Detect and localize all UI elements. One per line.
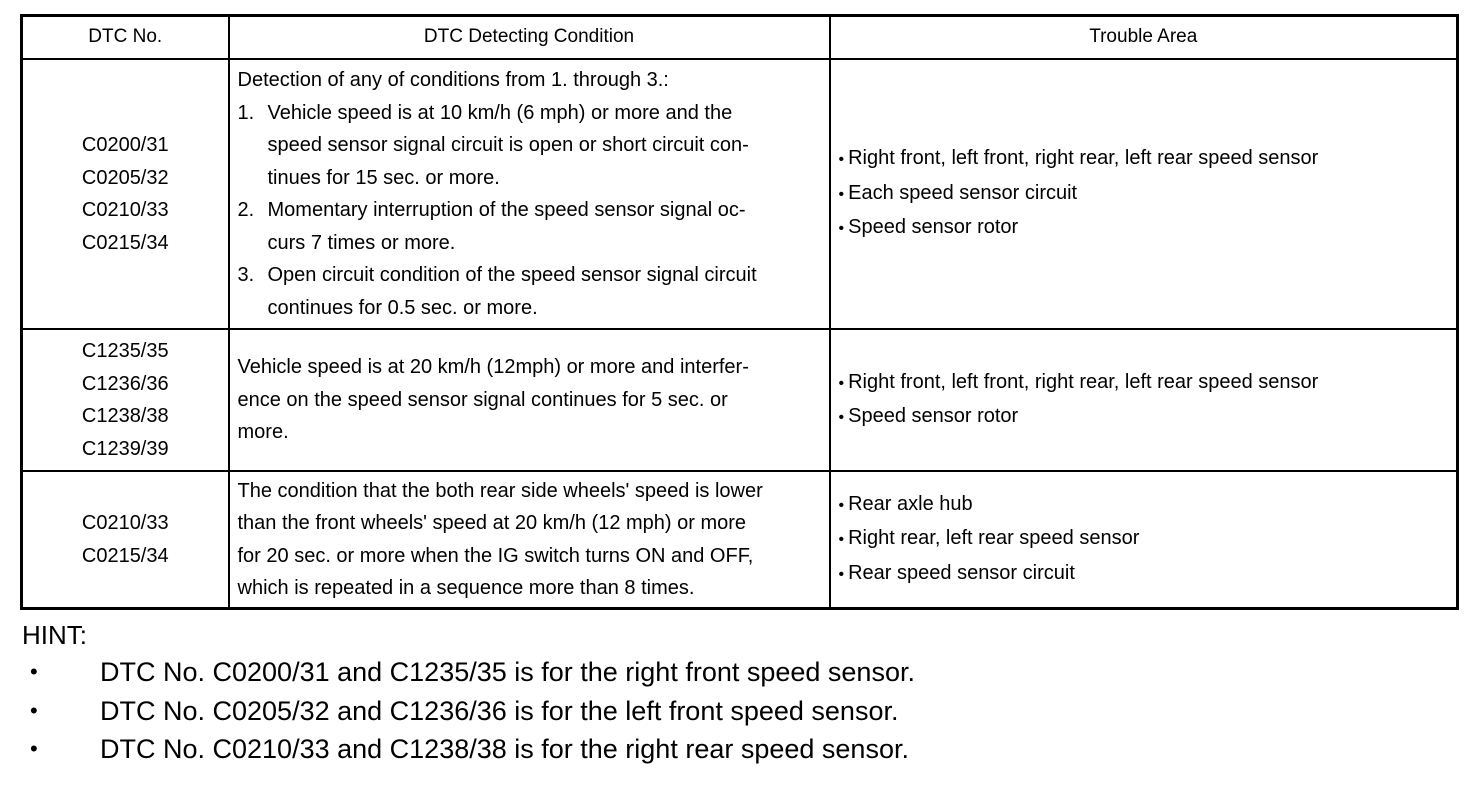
hint-item (22, 730, 1422, 769)
dtc-code: C0215/34 (81, 231, 169, 254)
bullet-icon: • (30, 697, 38, 723)
condition-text: tinues for 15 sec. or more. (267, 166, 500, 189)
condition-text: Vehicle speed is at 20 km/h (12mph) or more and interfer- (237, 356, 749, 379)
header-detecting-condition: DTC Detecting Condition (229, 16, 830, 60)
condition-item (238, 97, 819, 195)
dtc-code: C0215/34 (81, 544, 169, 567)
condition-text: Open circuit condition of the speed sensor signal circuit (267, 264, 757, 286)
table-row (22, 59, 1458, 329)
hint-list (22, 653, 1422, 769)
bullet-icon: • (30, 736, 38, 761)
hint-item (22, 692, 1422, 731)
dtc-cell (22, 59, 229, 329)
trouble-area-cell (830, 471, 1458, 609)
hint-text: DTC No. C0210/33 and C1238/38 is for the right rear speed sensor. (100, 734, 909, 764)
condition-number: 2. (237, 199, 255, 221)
dtc-code: C0210/33 (81, 512, 169, 534)
dtc-code: C0205/32 (81, 166, 169, 189)
trouble-area-item: • Right front, left front, right rear, left rear speed sensor (839, 142, 1449, 177)
dtc-code: C1236/36 (81, 372, 169, 395)
table-row (22, 471, 1458, 609)
condition-number: 1. (237, 101, 255, 124)
trouble-area-list (839, 142, 1449, 246)
dtc-code: C1235/35 (81, 340, 169, 362)
hint-text: DTC No. C0205/32 and C1236/36 is for the left front speed sensor. (100, 695, 899, 726)
condition-intro: Detection of any of conditions from 1. through 3.: (237, 69, 669, 91)
condition-number: 3. (237, 264, 255, 286)
header-dtc-no: DTC No. (22, 16, 229, 60)
condition-item (238, 194, 819, 259)
trouble-area-item: • Speed sensor rotor (839, 211, 1449, 246)
header-trouble-area: Trouble Area (830, 16, 1458, 60)
trouble-area-item: • Speed sensor rotor (839, 400, 1449, 435)
trouble-area-item: • Rear axle hub (839, 488, 1449, 523)
dtc-cell (22, 471, 229, 609)
condition-text: more. (237, 421, 289, 444)
dtc-code: C1239/39 (81, 437, 169, 460)
condition-text: continues for 0.5 sec. or more. (267, 296, 538, 319)
trouble-area-list (839, 366, 1449, 435)
trouble-area-item: • Right rear, left rear speed sensor (839, 522, 1449, 557)
condition-cell (229, 471, 830, 609)
condition-item (238, 259, 819, 324)
trouble-area-item: • Each speed sensor circuit (839, 177, 1449, 212)
condition-cell (229, 329, 830, 471)
hint-text: DTC No. C0200/31 and C1235/35 is for the right front speed sensor. (100, 657, 915, 687)
trouble-area-item: • Right front, left front, right rear, left rear speed sensor (839, 366, 1449, 401)
hint-section (22, 617, 1422, 769)
dtc-code: C0210/33 (81, 199, 169, 221)
condition-text: Vehicle speed is at 10 km/h (6 mph) or more and the (267, 101, 733, 124)
condition-text: for 20 sec. or more when the IG switch turns ON and OFF, (237, 544, 754, 567)
condition-text: curs 7 times or more. (267, 231, 456, 254)
dtc-code: C0200/31 (81, 134, 169, 156)
trouble-area-cell (830, 59, 1458, 329)
condition-text: The condition that the both rear side wheels' speed is lower (237, 479, 763, 502)
condition-text: than the front wheels' speed at 20 km/h (12 mph) or more (237, 512, 747, 534)
trouble-area-cell (830, 329, 1458, 471)
hint-title: HINT: (22, 620, 87, 650)
dtc-table (20, 14, 1459, 610)
table-header (22, 16, 1458, 60)
dtc-code: C1238/38 (81, 405, 169, 427)
dtc-cell (22, 329, 229, 471)
condition-text: which is repeated in a sequence more than 8 times. (237, 577, 695, 599)
condition-text: speed sensor signal circuit is open or short circuit con- (267, 134, 749, 156)
bullet-icon: • (30, 659, 38, 684)
trouble-area-item: • Rear speed sensor circuit (839, 557, 1449, 592)
condition-cell (229, 59, 830, 329)
condition-text: ence on the speed sensor signal continues for 5 sec. or (237, 388, 728, 411)
table-row (22, 329, 1458, 471)
condition-list (238, 97, 819, 325)
header-row (22, 16, 1458, 60)
trouble-area-list (839, 488, 1449, 592)
condition-text: Momentary interruption of the speed sensor signal oc- (267, 199, 746, 221)
hint-item (22, 653, 1422, 692)
